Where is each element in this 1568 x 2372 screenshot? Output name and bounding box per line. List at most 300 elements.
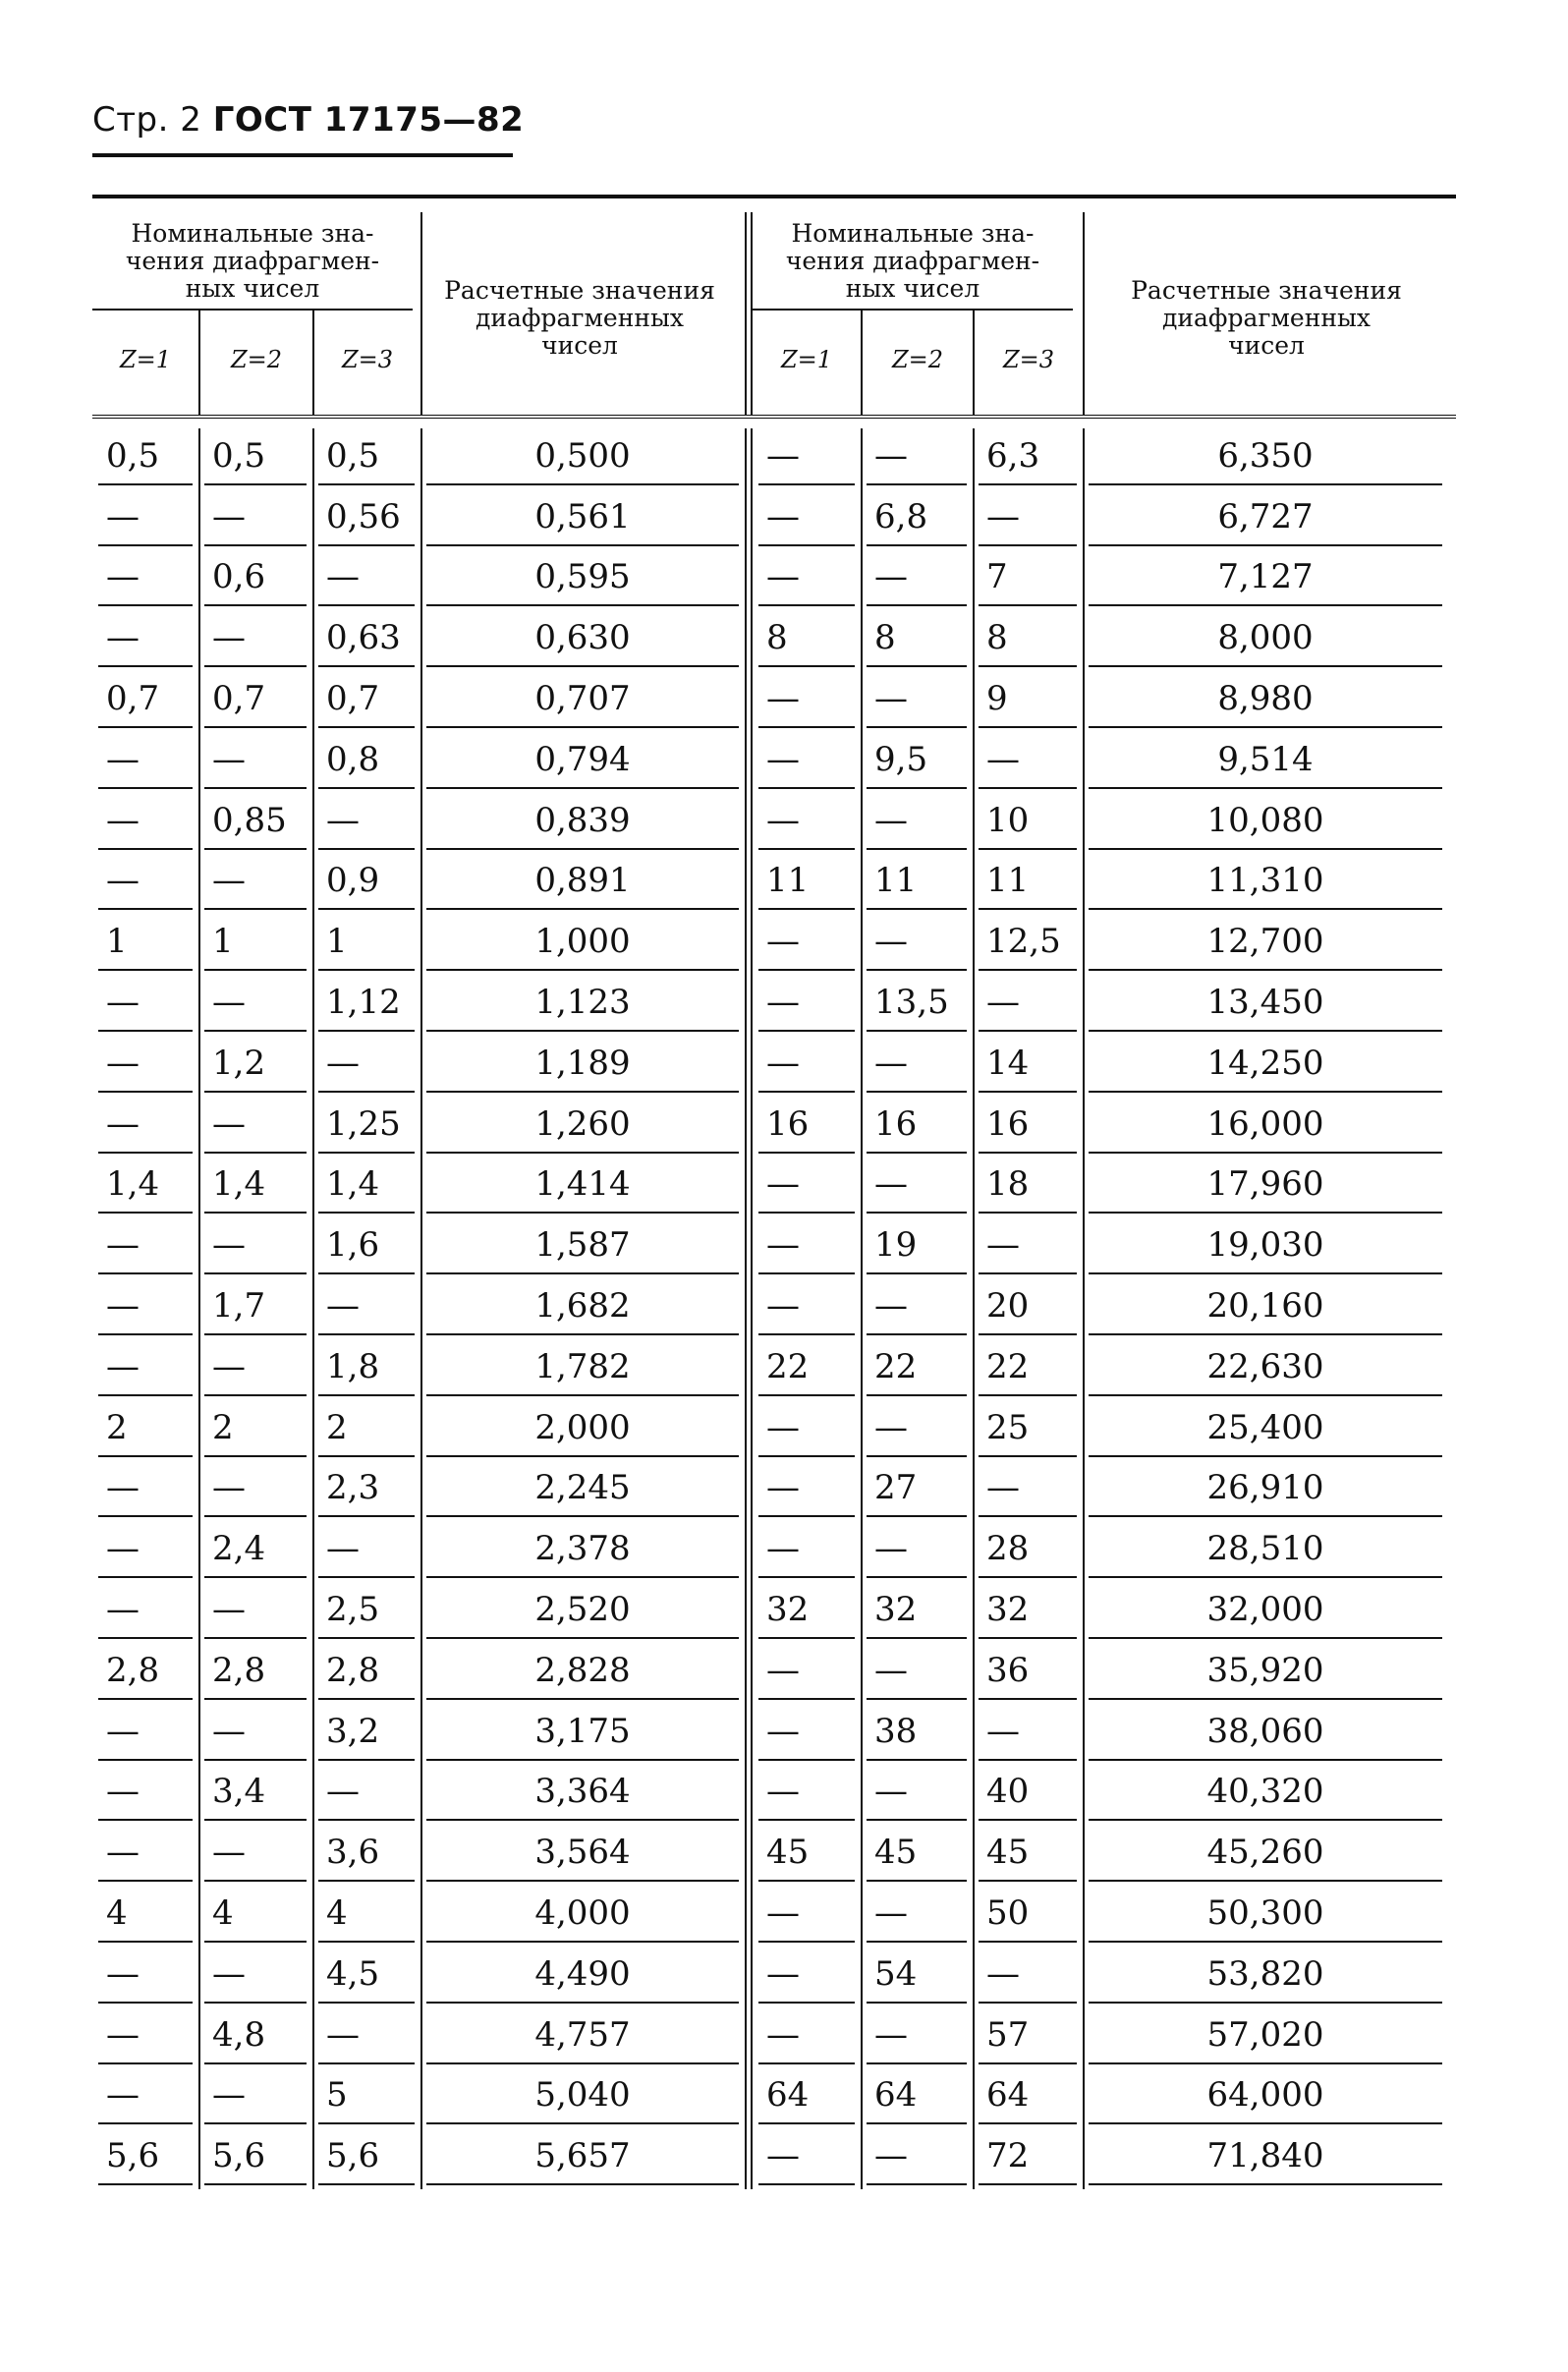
calc-value-cell: 1,782 [426,1339,739,1396]
nominal-value-cell: 3,6 [318,1825,415,1882]
nominal-value-cell: 5 [318,2068,415,2125]
subheader-left-z1: Z=1 [119,346,172,373]
nominal-value-cell: 6,3 [979,428,1077,485]
nominal-value-cell: 0,7 [318,671,415,728]
calc-value-cell: 1,123 [426,975,739,1032]
calc-value-cell: 16,000 [1089,1097,1442,1154]
nominal-value-cell: — [204,975,307,1032]
calc-value-cell: 2,828 [426,1643,739,1700]
table-row [92,1339,1456,1400]
nominal-value-cell: 72 [979,2128,1077,2185]
nominal-value-cell: — [758,2007,855,2064]
nominal-value-cell: 0,85 [204,793,307,850]
nominal-value-cell: 36 [979,1643,1077,1700]
nominal-value-cell: — [204,1339,307,1396]
nominal-value-cell: 2,3 [318,1461,415,1518]
nominal-value-cell: — [758,1461,855,1518]
nominal-value-cell: — [758,975,855,1032]
nominal-value-cell: — [98,975,193,1032]
nominal-value-cell: 32 [867,1582,967,1639]
calc-header-right [1085,277,1448,360]
nominal-value-cell: 1,12 [318,975,415,1032]
center-gap [745,854,753,915]
header-rule [92,153,513,157]
nominal-value-cell: — [98,1521,193,1578]
center-gap [745,1765,753,1826]
nominal-value-cell: 8 [867,610,967,667]
nominal-value-cell: 8 [758,610,855,667]
nominal-value-cell: 0,5 [98,428,193,485]
nominal-value-cell: — [867,914,967,971]
nominal-value-cell: — [758,1278,855,1335]
nominal-value-cell: 38 [867,1704,967,1761]
table-row [92,1097,1456,1158]
nominal-value-cell: 13,5 [867,975,967,1032]
nominal-value-cell: 57 [979,2007,1077,2064]
nominal-value-cell: — [867,2128,967,2185]
right-sep-2 [973,309,975,415]
calc-value-cell: 53,820 [1089,1947,1442,2004]
group-header-right [753,220,1073,303]
nominal-value-cell: 10 [979,793,1077,850]
nominal-value-cell: — [98,1036,193,1093]
nominal-value-cell: 2 [318,1400,415,1457]
nominal-value-cell: 1,4 [98,1158,193,1214]
nominal-value-cell: — [204,1947,307,2004]
nominal-value-cell: 2,8 [318,1643,415,1700]
center-gap [745,732,753,793]
nominal-value-cell: 2 [98,1400,193,1457]
center-gap [745,610,753,671]
center-gap [745,1643,753,1704]
nominal-value-cell: — [98,1825,193,1882]
nominal-value-cell: — [204,1097,307,1154]
center-gap [745,2128,753,2189]
center-gap [745,914,753,975]
nominal-value-cell: — [318,1521,415,1578]
nominal-value-cell: 0,5 [318,428,415,485]
calc-value-cell: 0,561 [426,489,739,546]
nominal-value-cell: — [98,2068,193,2125]
nominal-value-cell: — [204,1217,307,1274]
calc-value-cell: 6,350 [1089,428,1442,485]
nominal-value-cell: 64 [979,2068,1077,2125]
nominal-value-cell: — [98,489,193,546]
center-gap [745,793,753,854]
calc-value-cell: 13,450 [1089,975,1442,1032]
nominal-value-cell: — [867,1886,967,1943]
left-sep-2 [312,309,314,415]
calc-value-cell: 5,040 [426,2068,739,2125]
calc-header-right-text: Расчетные значения диафрагменных чисел [1131,276,1402,360]
calc-value-cell: 4,000 [426,1886,739,1943]
calc-value-cell: 20,160 [1089,1278,1442,1335]
nominal-value-cell: — [758,1036,855,1093]
nominal-value-cell: — [867,793,967,850]
nominal-value-cell: — [758,914,855,971]
nominal-value-cell: 16 [867,1097,967,1154]
nominal-value-cell: 9,5 [867,732,967,789]
center-gap [745,1339,753,1400]
nominal-value-cell: — [758,550,855,607]
table-row [92,2068,1456,2129]
nominal-value-cell: 5,6 [204,2128,307,2185]
nominal-value-cell: — [867,1521,967,1578]
nominal-value-cell: — [758,793,855,850]
nominal-value-cell: — [979,1947,1077,2004]
nominal-value-cell: — [98,1278,193,1335]
nominal-value-cell: 5,6 [98,2128,193,2185]
calc-value-cell: 2,378 [426,1521,739,1578]
nominal-value-cell: — [318,1036,415,1093]
nominal-value-cell: 28 [979,1521,1077,1578]
nominal-value-cell: — [867,550,967,607]
table-row [92,975,1456,1036]
nominal-value-cell: 16 [979,1097,1077,1154]
nominal-value-cell: — [318,793,415,850]
calc-value-cell: 1,414 [426,1158,739,1214]
nominal-value-cell: — [318,1765,415,1822]
nominal-value-cell: 4 [318,1886,415,1943]
center-gap [745,489,753,550]
nominal-value-cell: — [758,1521,855,1578]
nominal-value-cell: — [98,1947,193,2004]
nominal-value-cell: — [204,1582,307,1639]
calc-value-cell: 11,310 [1089,854,1442,911]
nominal-value-cell: — [204,854,307,911]
nominal-value-cell: — [758,1400,855,1457]
center-gap [745,1582,753,1643]
calc-value-cell: 1,682 [426,1278,739,1335]
calc-value-cell: 0,595 [426,550,739,607]
table-row [92,489,1456,550]
table-row [92,1217,1456,1278]
nominal-value-cell: 19 [867,1217,967,1274]
center-gap [745,1400,753,1461]
nominal-value-cell: — [204,489,307,546]
nominal-value-cell: 20 [979,1278,1077,1335]
calc-value-cell: 7,127 [1089,550,1442,607]
nominal-value-cell: — [867,1765,967,1822]
nominal-value-cell: 1,6 [318,1217,415,1274]
group-header-right-rule [753,309,1073,311]
center-gap [745,671,753,732]
subheader-left-z2: Z=2 [230,346,283,373]
table-row [92,1886,1456,1947]
center-gap [745,1217,753,1278]
center-gap [745,1461,753,1522]
nominal-value-cell: — [979,1461,1077,1518]
nominal-value-cell: 45 [758,1825,855,1882]
nominal-value-cell: — [204,610,307,667]
calc-value-cell: 32,000 [1089,1582,1442,1639]
nominal-value-cell: — [758,1217,855,1274]
nominal-value-cell: 1,4 [318,1158,415,1214]
nominal-value-cell: — [204,732,307,789]
calc-value-cell: 0,707 [426,671,739,728]
nominal-value-cell: — [98,1582,193,1639]
nominal-value-cell: — [204,1461,307,1518]
table-row [92,1158,1456,1218]
calc-value-cell: 4,490 [426,1947,739,2004]
table-row [92,2007,1456,2068]
nominal-value-cell: — [867,428,967,485]
calc-value-cell: 38,060 [1089,1704,1442,1761]
nominal-value-cell: — [98,854,193,911]
nominal-value-cell: 16 [758,1097,855,1154]
nominal-value-cell: — [758,1765,855,1822]
nominal-value-cell: 0,7 [98,671,193,728]
calc-value-cell: 40,320 [1089,1765,1442,1822]
nominal-value-cell: — [867,1158,967,1214]
calc-value-cell: 1,587 [426,1217,739,1274]
nominal-value-cell: 4 [204,1886,307,1943]
nominal-value-cell: — [204,1704,307,1761]
nominal-value-cell: — [758,428,855,485]
nominal-value-cell: 22 [867,1339,967,1396]
nominal-value-cell: — [204,1825,307,1882]
calc-value-cell: 3,175 [426,1704,739,1761]
table-row [92,1704,1456,1765]
nominal-value-cell: 22 [979,1339,1077,1396]
calc-value-cell: 10,080 [1089,793,1442,850]
calc-value-cell: 14,250 [1089,1036,1442,1093]
center-gap [745,1278,753,1339]
nominal-value-cell: 11 [867,854,967,911]
nominal-value-cell: 14 [979,1036,1077,1093]
nominal-value-cell: 25 [979,1400,1077,1457]
left-sep-1 [198,309,200,415]
nominal-value-cell: — [98,610,193,667]
table-row [92,1036,1456,1097]
calc-value-cell: 0,839 [426,793,739,850]
calc-value-cell: 9,514 [1089,732,1442,789]
nominal-value-cell: 4 [98,1886,193,1943]
nominal-value-cell: — [867,1036,967,1093]
table-row [92,1947,1456,2007]
nominal-value-cell: — [758,671,855,728]
calc-value-cell: 50,300 [1089,1886,1442,1943]
nominal-value-cell: — [758,1158,855,1214]
calc-header-left [422,277,737,360]
calc-header-left-text: Расчетные значения диафрагменных чисел [444,276,715,360]
center-gap [745,1947,753,2007]
table-row [92,1825,1456,1886]
nominal-value-cell: 1,2 [204,1036,307,1093]
table-row [92,1521,1456,1582]
table-row [92,793,1456,854]
nominal-value-cell: 40 [979,1765,1077,1822]
nominal-value-cell: — [98,732,193,789]
group-header-left-rule [92,309,413,311]
nominal-value-cell: 3,2 [318,1704,415,1761]
nominal-value-cell: — [758,2128,855,2185]
table-row [92,1400,1456,1461]
calc-value-cell: 4,757 [426,2007,739,2064]
nominal-value-cell: 11 [758,854,855,911]
table-row [92,1278,1456,1339]
calc-value-cell: 8,980 [1089,671,1442,728]
calc-value-cell: 25,400 [1089,1400,1442,1457]
calc-value-cell: 17,960 [1089,1158,1442,1214]
nominal-value-cell: 45 [867,1825,967,1882]
table-row [92,1461,1456,1522]
calc-value-cell: 1,260 [426,1097,739,1154]
center-gap [745,1521,753,1582]
nominal-value-cell: 4,5 [318,1947,415,2004]
nominal-value-cell: 1,8 [318,1339,415,1396]
calc-value-cell: 5,657 [426,2128,739,2185]
nominal-value-cell: — [98,1765,193,1822]
page-label: Стр. 2 [92,100,202,140]
group-header-left-text: Номинальные зна- чения диафрагмен- ных чисел [125,219,380,303]
calc-value-cell: 0,794 [426,732,739,789]
center-double-rule [745,212,753,415]
center-gap [745,1036,753,1097]
calc-value-cell: 45,260 [1089,1825,1442,1882]
center-gap [745,1825,753,1886]
nominal-value-cell: — [318,2007,415,2064]
calc-value-cell: 26,910 [1089,1461,1442,1518]
nominal-value-cell: — [867,671,967,728]
nominal-value-cell: 50 [979,1886,1077,1943]
nominal-value-cell: — [318,550,415,607]
nominal-value-cell: — [867,2007,967,2064]
nominal-value-cell: 1,4 [204,1158,307,1214]
center-gap [745,1097,753,1158]
calc-value-cell: 0,891 [426,854,739,911]
nominal-value-cell: 1 [98,914,193,971]
nominal-value-cell: — [758,1886,855,1943]
center-gap [745,2007,753,2068]
nominal-value-cell: — [98,1217,193,1274]
nominal-value-cell: 6,8 [867,489,967,546]
calc-value-cell: 71,840 [1089,2128,1442,2185]
nominal-value-cell: — [98,1097,193,1154]
nominal-value-cell: 0,6 [204,550,307,607]
center-gap [745,550,753,611]
subheader-right-z2: Z=2 [891,346,944,373]
nominal-value-cell: 0,9 [318,854,415,911]
calc-value-cell: 8,000 [1089,610,1442,667]
subheader-left-z3: Z=3 [341,346,394,373]
calc-value-cell: 64,000 [1089,2068,1442,2125]
standard-number: ГОСТ 17175—82 [212,100,525,140]
calc-value-cell: 19,030 [1089,1217,1442,1274]
table-body [92,428,1456,2189]
nominal-value-cell: — [98,1339,193,1396]
center-gap [745,1158,753,1218]
nominal-value-cell: — [758,732,855,789]
nominal-value-cell: — [98,1704,193,1761]
calc-value-cell: 57,020 [1089,2007,1442,2064]
right-sep-1 [861,309,863,415]
nominal-value-cell: 32 [758,1582,855,1639]
subheader-right-z1: Z=1 [780,346,833,373]
table-row [92,854,1456,915]
nominal-value-cell: 32 [979,1582,1077,1639]
subheader-right-z3: Z=3 [1002,346,1055,373]
table-row [92,732,1456,793]
center-gap [745,1886,753,1947]
nominal-value-cell: — [979,489,1077,546]
nominal-value-cell: 0,56 [318,489,415,546]
calc-value-cell: 3,564 [426,1825,739,1882]
nominal-value-cell: 54 [867,1947,967,2004]
calc-value-cell: 1,000 [426,914,739,971]
calc-value-cell: 2,245 [426,1461,739,1518]
nominal-value-cell: — [758,1947,855,2004]
table-row [92,914,1456,975]
table-row [92,428,1456,489]
nominal-value-cell: 64 [867,2068,967,2125]
nominal-value-cell: 1,7 [204,1278,307,1335]
table-header [92,198,1456,419]
nominal-value-cell: 2,8 [98,1643,193,1700]
nominal-value-cell: — [98,550,193,607]
calc-value-cell: 28,510 [1089,1521,1442,1578]
nominal-value-cell: 5,6 [318,2128,415,2185]
table-row [92,1765,1456,1826]
calc-value-cell: 2,000 [426,1400,739,1457]
calc-value-cell: 12,700 [1089,914,1442,971]
nominal-value-cell: — [867,1278,967,1335]
group-header-right-text: Номинальные зна- чения диафрагмен- ных чисел [785,219,1040,303]
calc-value-cell: 35,920 [1089,1643,1442,1700]
nominal-value-cell: 11 [979,854,1077,911]
nominal-value-cell: 2 [204,1400,307,1457]
nominal-value-cell: 4,8 [204,2007,307,2064]
calc-value-cell: 1,189 [426,1036,739,1093]
nominal-value-cell: — [979,975,1077,1032]
table-row [92,2128,1456,2189]
nominal-value-cell: — [758,489,855,546]
nominal-value-cell: 0,8 [318,732,415,789]
page-header [92,100,524,140]
calc-value-cell: 6,727 [1089,489,1442,546]
nominal-value-cell: — [758,1704,855,1761]
nominal-value-cell: — [979,1217,1077,1274]
table-row [92,610,1456,671]
nominal-value-cell: 0,63 [318,610,415,667]
group-header-left [92,220,413,303]
calc-value-cell: 3,364 [426,1765,739,1822]
nominal-value-cell: 27 [867,1461,967,1518]
nominal-value-cell: 18 [979,1158,1077,1214]
nominal-value-cell: 1,25 [318,1097,415,1154]
nominal-value-cell: — [979,732,1077,789]
calc-value-cell: 2,520 [426,1582,739,1639]
nominal-value-cell: 0,5 [204,428,307,485]
center-gap [745,2068,753,2129]
nominal-value-cell: — [318,1278,415,1335]
center-gap [745,1704,753,1765]
nominal-value-cell: 7 [979,550,1077,607]
nominal-value-cell: 8 [979,610,1077,667]
nominal-value-cell: 64 [758,2068,855,2125]
calc-value-cell: 0,500 [426,428,739,485]
nominal-value-cell: 2,8 [204,1643,307,1700]
nominal-value-cell: 1 [318,914,415,971]
nominal-value-cell: 12,5 [979,914,1077,971]
nominal-value-cell: 1 [204,914,307,971]
nominal-value-cell: 22 [758,1339,855,1396]
nominal-value-cell: 2,5 [318,1582,415,1639]
nominal-value-cell: — [98,2007,193,2064]
nominal-value-cell: — [98,793,193,850]
center-gap [745,428,753,489]
table-row [92,1582,1456,1643]
